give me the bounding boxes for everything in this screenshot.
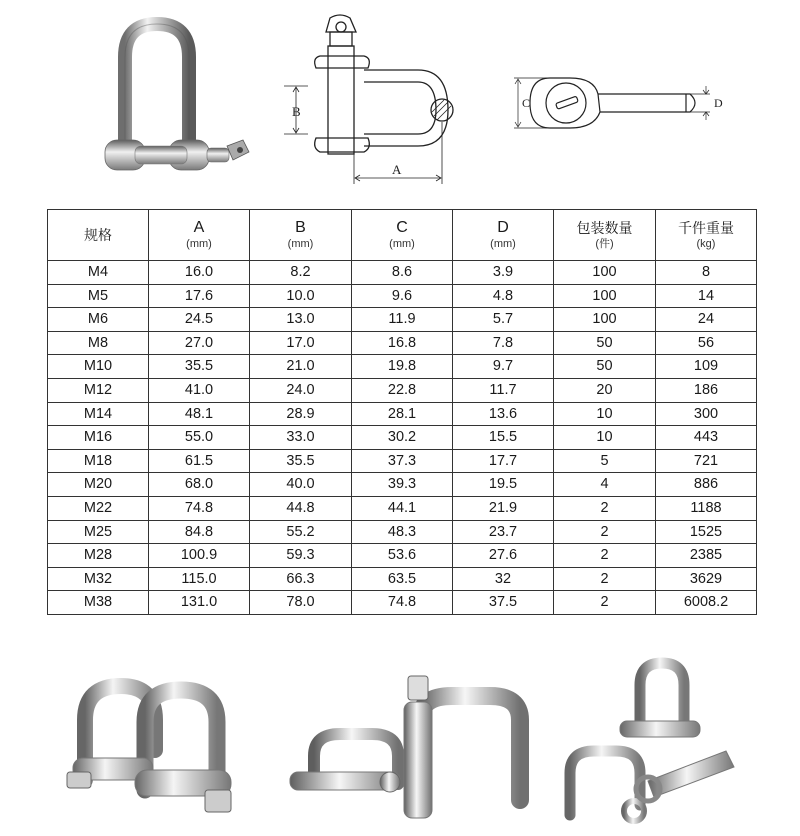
column-header-label: A — [193, 219, 205, 236]
table-cell: 9.7 — [453, 355, 554, 379]
table-cell: M20 — [48, 473, 149, 497]
table-cell: M10 — [48, 355, 149, 379]
table-cell: 2 — [554, 591, 656, 615]
table-cell: 21.9 — [453, 496, 554, 520]
column-header-1 — [149, 210, 250, 261]
table-cell: 56 — [656, 331, 757, 355]
table-cell: 17.0 — [250, 331, 352, 355]
table-cell: M28 — [48, 544, 149, 568]
table-cell: 8 — [656, 261, 757, 285]
column-header-unit: (件) — [595, 237, 614, 250]
table-cell: 11.7 — [453, 378, 554, 402]
column-header-label: 规格 — [84, 227, 112, 243]
table-cell: 68.0 — [149, 473, 250, 497]
table-cell: 186 — [656, 378, 757, 402]
table-row — [48, 308, 757, 332]
column-header-unit: (mm) — [186, 238, 212, 250]
table-cell: 5 — [554, 449, 656, 473]
table-cell: 35.5 — [250, 449, 352, 473]
table-cell: 78.0 — [250, 591, 352, 615]
table-cell: M5 — [48, 284, 149, 308]
table-cell: 50 — [554, 355, 656, 379]
table-row — [48, 378, 757, 402]
table-cell: 40.0 — [250, 473, 352, 497]
table-cell: M25 — [48, 520, 149, 544]
table-cell: 33.0 — [250, 426, 352, 450]
table-row — [48, 355, 757, 379]
table-row — [48, 261, 757, 285]
table-cell: 41.0 — [149, 378, 250, 402]
column-header-label: D — [497, 219, 509, 236]
column-header-5 — [554, 210, 656, 261]
table-cell: 721 — [656, 449, 757, 473]
table-cell: 24 — [656, 308, 757, 332]
table-cell: M18 — [48, 449, 149, 473]
table-cell: 7.8 — [453, 331, 554, 355]
table-cell: M38 — [48, 591, 149, 615]
table-cell: 100 — [554, 261, 656, 285]
table-row — [48, 402, 757, 426]
table-row — [48, 331, 757, 355]
table-row — [48, 496, 757, 520]
table-cell: 28.9 — [250, 402, 352, 426]
table-cell: 44.1 — [352, 496, 453, 520]
column-header-label: C — [396, 219, 408, 236]
table-cell: 61.5 — [149, 449, 250, 473]
label-c: C — [522, 96, 531, 110]
table-cell: 4.8 — [453, 284, 554, 308]
table-cell: 63.5 — [352, 567, 453, 591]
table-row — [48, 591, 757, 615]
shackle-photo — [95, 12, 255, 192]
table-cell: 35.5 — [149, 355, 250, 379]
column-header-label: 千件重量 — [678, 219, 734, 236]
table-cell: 6008.2 — [656, 591, 757, 615]
table-cell: 27.0 — [149, 331, 250, 355]
table-cell: 100.9 — [149, 544, 250, 568]
column-header-unit: (mm) — [389, 238, 415, 250]
column-header-unit: (kg) — [696, 237, 716, 250]
table-cell: 15.5 — [453, 426, 554, 450]
table-cell: 1188 — [656, 496, 757, 520]
table-cell: 115.0 — [149, 567, 250, 591]
table-cell: 8.2 — [250, 261, 352, 285]
table-cell: 30.2 — [352, 426, 453, 450]
table-cell: 2 — [554, 567, 656, 591]
table-cell: 3.9 — [453, 261, 554, 285]
table-cell: 48.3 — [352, 520, 453, 544]
table-cell: 20 — [554, 378, 656, 402]
table-cell: 2385 — [656, 544, 757, 568]
table-cell: 16.8 — [352, 331, 453, 355]
table-cell: 11.9 — [352, 308, 453, 332]
table-cell: 37.3 — [352, 449, 453, 473]
column-header-label: B — [295, 219, 306, 236]
table-cell: 13.0 — [250, 308, 352, 332]
table-cell: 59.3 — [250, 544, 352, 568]
label-b: B — [292, 104, 301, 119]
table-cell: M8 — [48, 331, 149, 355]
column-header-2 — [250, 210, 352, 261]
table-cell: 2 — [554, 496, 656, 520]
table-cell: 109 — [656, 355, 757, 379]
table-cell: 21.0 — [250, 355, 352, 379]
table-cell: M32 — [48, 567, 149, 591]
table-row — [48, 567, 757, 591]
table-cell: M16 — [48, 426, 149, 450]
table-row — [48, 520, 757, 544]
table-cell: 74.8 — [352, 591, 453, 615]
table-cell: 19.8 — [352, 355, 453, 379]
table-cell: M14 — [48, 402, 149, 426]
table-cell: M6 — [48, 308, 149, 332]
table-cell: 886 — [656, 473, 757, 497]
table-cell: 10.0 — [250, 284, 352, 308]
top-figures — [0, 0, 800, 200]
table-cell: 10 — [554, 402, 656, 426]
table-cell: 443 — [656, 426, 757, 450]
table-cell: 1525 — [656, 520, 757, 544]
table-cell: 24.5 — [149, 308, 250, 332]
label-a: A — [392, 162, 402, 177]
table-cell: M12 — [48, 378, 149, 402]
table-cell: 2 — [554, 520, 656, 544]
table-cell: 53.6 — [352, 544, 453, 568]
table-cell: 84.8 — [149, 520, 250, 544]
table-cell: 27.6 — [453, 544, 554, 568]
table-cell: 28.1 — [352, 402, 453, 426]
product-photos — [0, 640, 800, 836]
table-cell: 13.6 — [453, 402, 554, 426]
table-body — [48, 261, 757, 615]
column-header-4 — [453, 210, 554, 261]
table-cell: 50 — [554, 331, 656, 355]
table-cell: 100 — [554, 284, 656, 308]
column-header-unit: (mm) — [490, 238, 516, 250]
column-header-label: 包装数量 — [576, 219, 633, 236]
table-cell: 9.6 — [352, 284, 453, 308]
table-cell: 17.7 — [453, 449, 554, 473]
table-cell: M22 — [48, 496, 149, 520]
table-cell: 66.3 — [250, 567, 352, 591]
column-header-0 — [48, 210, 149, 261]
table-cell: 4 — [554, 473, 656, 497]
table-cell: 5.7 — [453, 308, 554, 332]
table-row — [48, 544, 757, 568]
table-row — [48, 284, 757, 308]
table-row — [48, 473, 757, 497]
column-header-unit: (mm) — [287, 238, 314, 250]
table-cell: 39.3 — [352, 473, 453, 497]
table-cell: M4 — [48, 261, 149, 285]
table-cell: 3629 — [656, 567, 757, 591]
column-header-3 — [352, 210, 453, 261]
table-cell: 44.8 — [250, 496, 352, 520]
table-cell: 10 — [554, 426, 656, 450]
column-header-6 — [656, 210, 757, 261]
table-cell: 300 — [656, 402, 757, 426]
pin-diagram — [510, 68, 740, 138]
shackle-diagram-side — [278, 14, 478, 189]
table-cell: 32 — [453, 567, 554, 591]
table-row — [48, 426, 757, 450]
shackle-photo-open — [280, 660, 535, 835]
table-cell: 48.1 — [149, 402, 250, 426]
table-row — [48, 449, 757, 473]
shackle-photo-pair — [55, 660, 270, 835]
table-cell: 22.8 — [352, 378, 453, 402]
table-cell: 100 — [554, 308, 656, 332]
table-cell: 55.0 — [149, 426, 250, 450]
table-cell: 131.0 — [149, 591, 250, 615]
table-cell: 14 — [656, 284, 757, 308]
table-cell: 55.2 — [250, 520, 352, 544]
shackle-photo-disassembled — [550, 655, 750, 835]
table-header-row — [48, 210, 757, 261]
table-cell: 8.6 — [352, 261, 453, 285]
table-cell: 74.8 — [149, 496, 250, 520]
label-d: D — [714, 96, 723, 110]
table-cell: 2 — [554, 544, 656, 568]
table-cell: 23.7 — [453, 520, 554, 544]
table-cell: 17.6 — [149, 284, 250, 308]
table-cell: 19.5 — [453, 473, 554, 497]
spec-table — [47, 209, 757, 615]
table-cell: 16.0 — [149, 261, 250, 285]
table-cell: 37.5 — [453, 591, 554, 615]
table-cell: 24.0 — [250, 378, 352, 402]
